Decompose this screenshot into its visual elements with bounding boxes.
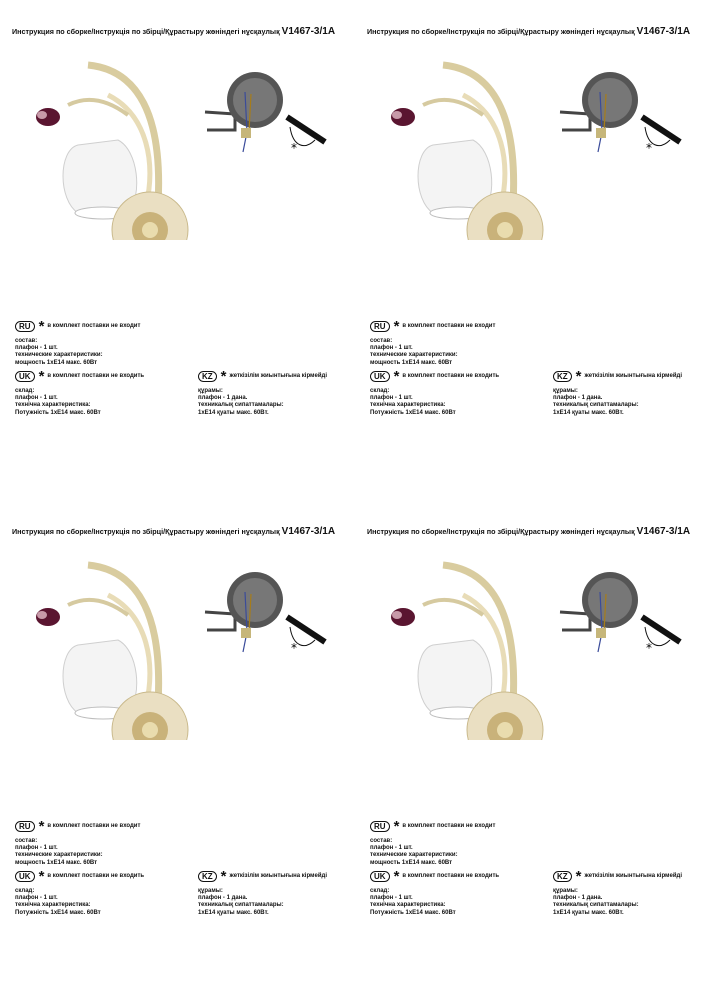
title-text: Инструкция по сборке/Інструкція по збірці/Құрастыру жөніндегі нұсқаулық [367, 527, 635, 536]
uk-line: плафон - 1 шт. [15, 395, 58, 402]
uk-line: склад: [370, 888, 390, 894]
ru-badge: RU [15, 821, 35, 832]
kz-section [553, 867, 682, 917]
ru-section [370, 817, 496, 867]
ru-line: мощность 1хЕ14 макс. 60Вт [15, 359, 98, 366]
kz-line: плафон - 1 дана. [553, 395, 603, 402]
uk-line: склад: [15, 388, 35, 394]
ru-line: технические характеристики: [370, 852, 458, 859]
star-icon: * [393, 367, 400, 385]
instruction-card-1 [0, 0, 353, 500]
uk-badge: UK [370, 871, 390, 882]
ru-line: состав: [370, 338, 393, 344]
kz-line: плафон - 1 дана. [198, 895, 248, 902]
ru-line: мощность 1хЕ14 макс. 60Вт [15, 859, 98, 866]
ru-line: технические характеристики: [15, 852, 103, 859]
wall-lamp-illustration [383, 555, 558, 740]
asterisk-mark: * [291, 641, 297, 655]
star-icon: * [393, 817, 400, 835]
kz-line: құрамы: [198, 888, 223, 894]
instruction-card-2 [355, 0, 707, 500]
asterisk-mark: * [646, 641, 652, 655]
kz-line: техникалық сипаттамалары: [198, 402, 284, 409]
card-title [367, 526, 690, 537]
uk-line: технічна характеристика: [15, 902, 91, 909]
title-text: Инструкция по сборке/Інструкція по збірці/Құрастыру жөніндегі нұсқаулық [367, 27, 635, 36]
ru-line: технические характеристики: [370, 352, 458, 359]
ru-section [370, 317, 496, 367]
kz-badge: KZ [553, 871, 572, 882]
uk-line: технічна характеристика: [370, 902, 446, 909]
kz-not-included: жеткізілім жиынтығына кірмейді [584, 372, 682, 379]
kz-line: техникалық сипаттамалары: [553, 402, 639, 409]
uk-section [370, 867, 500, 917]
model-number: V1467-3/1A [636, 26, 691, 37]
wall-lamp-illustration [383, 55, 558, 240]
ru-line: состав: [370, 838, 393, 844]
model-number: V1467-3/1A [281, 526, 336, 537]
uk-not-included: в комплект поставки не входить [402, 872, 500, 879]
kz-line: плафон - 1 дана. [198, 395, 248, 402]
star-icon: * [393, 867, 400, 885]
kz-line: 1хЕ14 қуаты макс. 60Вт. [198, 909, 269, 916]
mounting-diagram [195, 72, 335, 157]
kz-section [198, 367, 327, 417]
asterisk-mark: * [291, 141, 297, 155]
star-icon: * [38, 817, 45, 835]
kz-badge: KZ [198, 871, 217, 882]
card-title [12, 526, 335, 537]
uk-section [15, 367, 145, 417]
uk-line: плафон - 1 шт. [370, 395, 413, 402]
star-icon: * [38, 867, 45, 885]
ru-badge: RU [15, 321, 35, 332]
instruction-card-3 [0, 500, 353, 1000]
wall-lamp-illustration [28, 55, 203, 240]
mounting-diagram [195, 572, 335, 657]
ru-line: мощность 1хЕ14 макс. 60Вт [370, 359, 453, 366]
kz-section [198, 867, 327, 917]
kz-not-included: жеткізілім жиынтығына кірмейді [229, 372, 327, 379]
uk-line: Потужність 1хЕ14 макс. 60Вт [15, 909, 101, 916]
model-number: V1467-3/1A [636, 526, 691, 537]
uk-line: склад: [370, 388, 390, 394]
star-icon: * [575, 867, 582, 885]
wall-lamp-illustration [28, 555, 203, 740]
uk-not-included: в комплект поставки не входить [47, 872, 145, 879]
ru-line: плафон - 1 шт. [15, 845, 58, 852]
mounting-diagram [550, 572, 690, 657]
kz-line: 1хЕ14 қуаты макс. 60Вт. [553, 909, 624, 916]
uk-line: склад: [15, 888, 35, 894]
ru-line: состав: [15, 338, 38, 344]
asterisk-mark: * [646, 141, 652, 155]
ru-line: плафон - 1 шт. [370, 845, 413, 852]
kz-line: құрамы: [198, 388, 223, 394]
kz-section [553, 367, 682, 417]
uk-line: Потужність 1хЕ14 макс. 60Вт [15, 409, 101, 416]
star-icon: * [393, 317, 400, 335]
ru-line: плафон - 1 шт. [15, 345, 58, 352]
card-title [12, 26, 335, 37]
kz-line: 1хЕ14 қуаты макс. 60Вт. [553, 409, 624, 416]
star-icon: * [220, 867, 227, 885]
uk-not-included: в комплект поставки не входить [402, 372, 500, 379]
model-number: V1467-3/1A [281, 26, 336, 37]
kz-not-included: жеткізілім жиынтығына кірмейді [229, 872, 327, 879]
star-icon: * [575, 367, 582, 385]
uk-not-included: в комплект поставки не входить [47, 372, 145, 379]
kz-line: техникалық сипаттамалары: [553, 902, 639, 909]
title-text: Инструкция по сборке/Інструкція по збірці/Құрастыру жөніндегі нұсқаулық [12, 527, 280, 536]
ru-line: технические характеристики: [15, 352, 103, 359]
uk-line: Потужність 1хЕ14 макс. 60Вт [370, 909, 456, 916]
kz-line: құрамы: [553, 388, 578, 394]
uk-section [370, 367, 500, 417]
uk-badge: UK [15, 871, 35, 882]
uk-section [15, 867, 145, 917]
star-icon: * [38, 317, 45, 335]
kz-line: плафон - 1 дана. [553, 895, 603, 902]
ru-section [15, 317, 141, 367]
uk-line: технічна характеристика: [370, 402, 446, 409]
star-icon: * [38, 367, 45, 385]
uk-line: Потужність 1хЕ14 макс. 60Вт [370, 409, 456, 416]
kz-line: құрамы: [553, 888, 578, 894]
ru-badge: RU [370, 821, 390, 832]
star-icon: * [220, 367, 227, 385]
title-text: Инструкция по сборке/Інструкція по збірці/Құрастыру жөніндегі нұсқаулық [12, 27, 280, 36]
ru-not-included: в комплект поставки не входит [402, 322, 496, 329]
ru-not-included: в комплект поставки не входит [47, 822, 141, 829]
kz-line: техникалық сипаттамалары: [198, 902, 284, 909]
kz-not-included: жеткізілім жиынтығына кірмейді [584, 872, 682, 879]
ru-line: плафон - 1 шт. [370, 345, 413, 352]
ru-not-included: в комплект поставки не входит [402, 822, 496, 829]
kz-line: 1хЕ14 қуаты макс. 60Вт. [198, 409, 269, 416]
ru-not-included: в комплект поставки не входит [47, 322, 141, 329]
kz-badge: KZ [198, 371, 217, 382]
uk-badge: UK [370, 371, 390, 382]
ru-line: мощность 1хЕ14 макс. 60Вт [370, 859, 453, 866]
uk-badge: UK [15, 371, 35, 382]
uk-line: плафон - 1 шт. [15, 895, 58, 902]
ru-line: состав: [15, 838, 38, 844]
uk-line: технічна характеристика: [15, 402, 91, 409]
ru-section [15, 817, 141, 867]
ru-badge: RU [370, 321, 390, 332]
instruction-card-4 [355, 500, 707, 1000]
mounting-diagram [550, 72, 690, 157]
kz-badge: KZ [553, 371, 572, 382]
uk-line: плафон - 1 шт. [370, 895, 413, 902]
card-title [367, 26, 690, 37]
